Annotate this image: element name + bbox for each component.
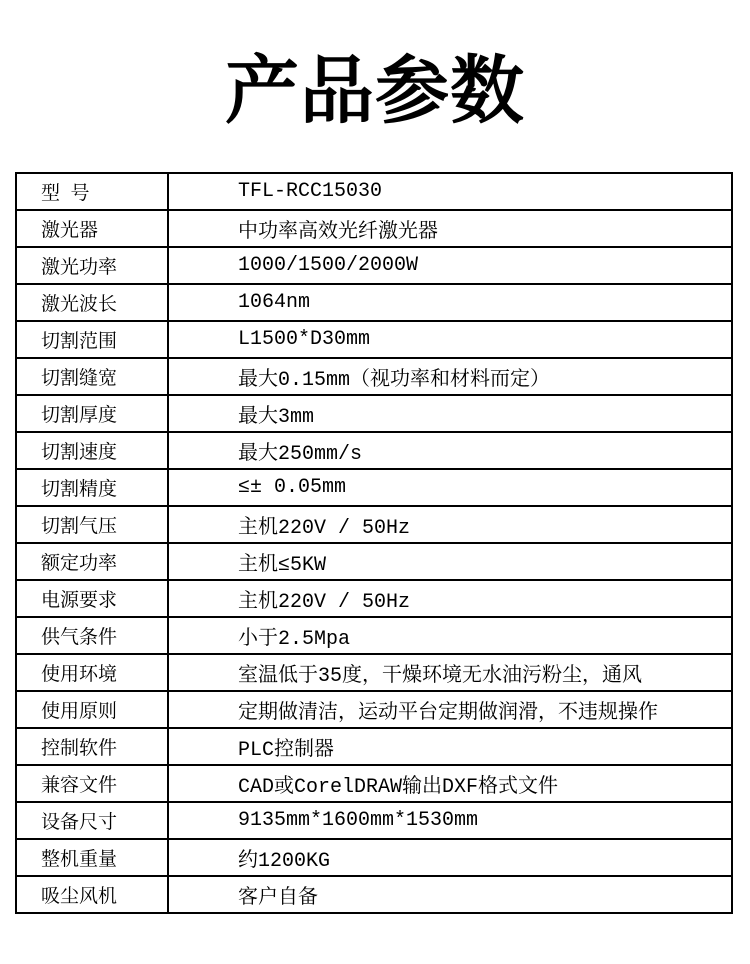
table-row: [16, 876, 732, 913]
spec-value-cell: 主机≤5KW: [168, 543, 732, 580]
spec-label-cell: 整机重量: [16, 839, 168, 876]
spec-label-cell: 切割精度: [16, 469, 168, 506]
spec-value-cell: 最大3mm: [168, 395, 732, 432]
spec-label-cell: 切割厚度: [16, 395, 168, 432]
spec-table-body: [16, 173, 732, 913]
spec-label-cell: 激光器: [16, 210, 168, 247]
table-row: [16, 432, 732, 469]
spec-table: [15, 172, 733, 914]
table-row: [16, 210, 732, 247]
spec-value-cell: 主机220V / 50Hz: [168, 506, 732, 543]
spec-value-cell: 最大0.15mm（视功率和材料而定）: [168, 358, 732, 395]
spec-value-cell: 9135mm*1600mm*1530mm: [168, 802, 732, 839]
table-row: [16, 543, 732, 580]
spec-label-cell: 兼容文件: [16, 765, 168, 802]
spec-label-cell: 切割范围: [16, 321, 168, 358]
spec-value-cell: 小于2.5Mpa: [168, 617, 732, 654]
spec-value-cell: CAD或CorelDRAW输出DXF格式文件: [168, 765, 732, 802]
spec-value-cell: 定期做清洁，运动平台定期做润滑，不违规操作: [168, 691, 732, 728]
spec-value-cell: 主机220V / 50Hz: [168, 580, 732, 617]
spec-value-cell: TFL-RCC15030: [168, 173, 732, 210]
table-row: [16, 321, 732, 358]
spec-value-cell: 最大250mm/s: [168, 432, 732, 469]
spec-value-cell: 中功率高效光纤激光器: [168, 210, 732, 247]
table-row: [16, 469, 732, 506]
spec-value-cell: 室温低于35度，干燥环境无水油污粉尘，通风: [168, 654, 732, 691]
table-row: [16, 802, 732, 839]
spec-label-cell: 切割缝宽: [16, 358, 168, 395]
spec-label-cell: 激光功率: [16, 247, 168, 284]
spec-value-cell: 客户自备: [168, 876, 732, 913]
page-title: 产品参数: [225, 49, 525, 132]
spec-label-cell: 使用原则: [16, 691, 168, 728]
spec-label-cell: 切割气压: [16, 506, 168, 543]
table-row: [16, 765, 732, 802]
spec-value-cell: ≤± 0.05mm: [168, 469, 732, 506]
table-row: [16, 395, 732, 432]
spec-label-cell: 控制软件: [16, 728, 168, 765]
table-row: [16, 728, 732, 765]
spec-value-cell: 约1200KG: [168, 839, 732, 876]
spec-label-cell: 使用环境: [16, 654, 168, 691]
spec-label-cell: 型 号: [16, 173, 168, 210]
spec-label-cell: 激光波长: [16, 284, 168, 321]
table-row: [16, 691, 732, 728]
table-row: [16, 617, 732, 654]
table-row: [16, 580, 732, 617]
spec-label-cell: 吸尘风机: [16, 876, 168, 913]
table-row: [16, 284, 732, 321]
spec-value-cell: 1000/1500/2000W: [168, 247, 732, 284]
spec-label-cell: 电源要求: [16, 580, 168, 617]
table-row: [16, 358, 732, 395]
table-row: [16, 839, 732, 876]
table-row: [16, 654, 732, 691]
spec-value-cell: PLC控制器: [168, 728, 732, 765]
spec-label-cell: 切割速度: [16, 432, 168, 469]
table-row: [16, 247, 732, 284]
table-row: [16, 173, 732, 210]
table-row: [16, 506, 732, 543]
spec-label-cell: 供气条件: [16, 617, 168, 654]
spec-value-cell: L1500*D30mm: [168, 321, 732, 358]
spec-value-cell: 1064nm: [168, 284, 732, 321]
spec-label-cell: 额定功率: [16, 543, 168, 580]
spec-label-cell: 设备尺寸: [16, 802, 168, 839]
